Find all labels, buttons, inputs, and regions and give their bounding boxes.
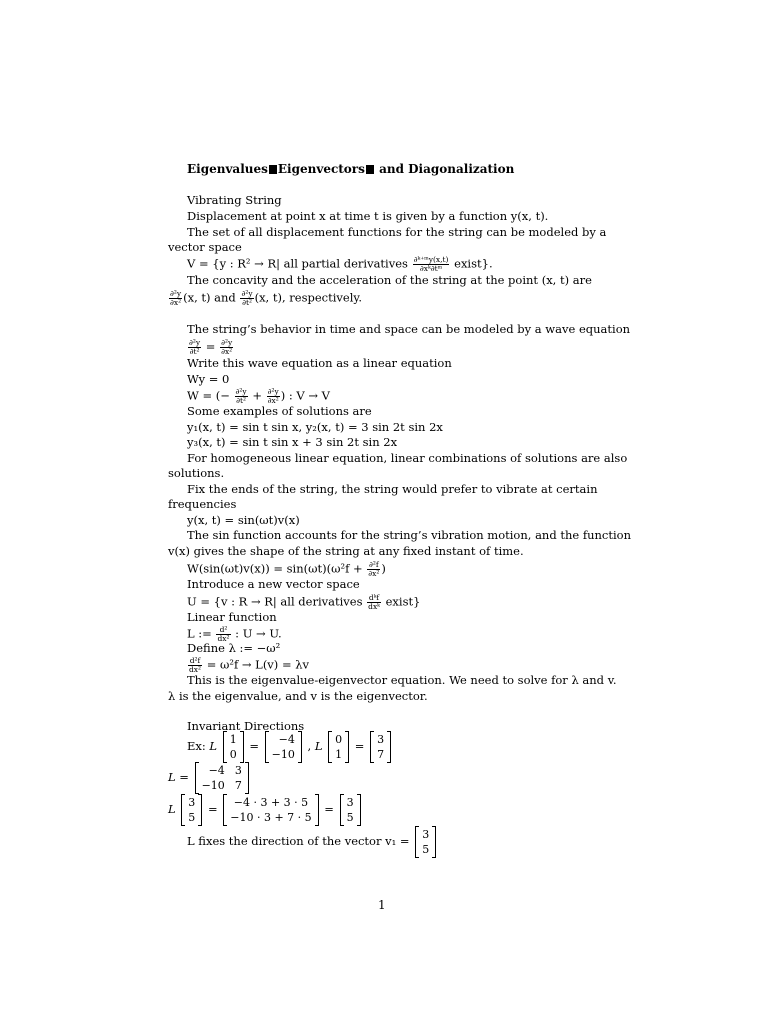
matrix: 3 5 <box>415 826 436 858</box>
math-line: L 3 5 = −4 · 3 + 3 · 5 −10 · 3 + 7 · 5 = 3 5 <box>168 794 363 826</box>
matrix: −4 · 3 + 3 · 5 −10 · 3 + 7 · 5 <box>223 794 318 826</box>
math-line: W(sin(ωt)v(x)) = sin(ωt)(ω²f + $\frac{\text{∂²f}}{\text{∂x²}}$ ) <box>187 560 386 578</box>
math-line: $\frac{\text{d²f}}{\text{dx²}}$ = ω²f → L(v) = λv <box>189 656 310 674</box>
matrix: −4 −10 <box>265 731 302 763</box>
math-line: $\frac{\text{∂²y}}{\text{∂t²}}$ = $\frac{\text{∂²y}}{\text{∂x²}}$ <box>189 338 233 356</box>
text-line: The set of all displacement functions for the string can be modeled by a <box>187 225 607 239</box>
text-line: Write this wave equation as a linear equation <box>187 356 452 370</box>
text-line: solutions. <box>168 466 225 480</box>
text-line: Some examples of solutions are <box>187 404 372 418</box>
math-line: Ex: L 1 0 = −4 −10 , L 0 1 = 3 7 <box>187 731 393 763</box>
math-line: U = {v : R → R| all derivatives dᵏf dxᵏ exist} <box>187 593 421 611</box>
matrix: 0 1 <box>328 731 349 763</box>
text-line: frequencies <box>168 497 237 511</box>
missing-glyph-box <box>366 165 374 174</box>
text-line: vector space <box>168 240 242 254</box>
text-line: Fix the ends of the string, the string would prefer to vibrate at certain <box>187 482 598 496</box>
math-line: V = {y : R² → R| all partial derivatives $\frac{\text{∂ᵏ⁺ᵐy(x,t)}}{\text{∂xᵏ∂tᵐ}}$ exist}. <box>187 255 493 273</box>
missing-glyph-box <box>269 165 277 174</box>
text-line: Linear function <box>187 610 277 624</box>
text-line: λ is the eigenvalue, and v is the eigenvector. <box>168 689 428 703</box>
text-line: Introduce a new vector space <box>187 577 360 591</box>
math-line: L fixes the direction of the vector v₁ = 3 5 <box>187 826 438 858</box>
page-number: 1 <box>378 898 386 912</box>
math-line: y₁(x, t) = sin t sin x, y₂(x, t) = 3 sin 2t sin 2x <box>187 420 443 434</box>
math-line: Wy = 0 <box>187 372 230 386</box>
text-line: The sin function accounts for the string’s vibration motion, and the function <box>187 528 631 542</box>
text-line: The string’s behavior in time and space can be modeled by a wave equation <box>187 322 631 336</box>
matrix: 3 5 <box>181 794 202 826</box>
math-line: L = −4 3 −10 7 <box>168 762 251 794</box>
matrix: 3 5 <box>340 794 361 826</box>
text-line: For homogeneous linear equation, linear combinations of solutions are also <box>187 451 628 465</box>
math-line: W = (− $\frac{\text{∂²y}}{\text{∂t²}}$ + $\frac{\text{∂²y}}{\text{∂x²}}$ ) : V → V <box>187 387 330 405</box>
math-line: y₃(x, t) = sin t sin x + 3 sin 2t sin 2x <box>187 435 398 449</box>
text-line: v(x) gives the shape of the string at any fixed instant of time. <box>168 544 524 558</box>
text-line: This is the eigenvalue-eigenvector equation. We need to solve for λ and v. <box>187 673 617 687</box>
text-line: The concavity and the acceleration of the string at the point (x, t) are <box>187 273 592 287</box>
math-line: L := $\frac{\text{d²}}{\text{dx²}}$ : U → U. <box>187 625 282 643</box>
matrix: 1 0 <box>223 731 244 763</box>
math-line: Define λ := −ω² <box>187 641 281 655</box>
section-heading: Invariant Directions <box>187 719 305 733</box>
text-line: Displacement at point x at time t is given by a function y(x, t). <box>187 209 549 223</box>
matrix: 3 7 <box>370 731 391 763</box>
page-title: Eigenvalues Eigenvectors and Diagonalization <box>187 162 515 176</box>
math-line: y(x, t) = sin(ωt)v(x) <box>187 513 300 527</box>
math-line: $\frac{\text{∂²y}}{\text{∂x²}}$ (x, t) and $\frac{\text{∂²y}}{\text{∂t²}}$ (x, t), respectively. <box>170 289 363 307</box>
section-heading: Vibrating String <box>187 193 282 207</box>
matrix: −4 3 −10 7 <box>195 762 249 794</box>
